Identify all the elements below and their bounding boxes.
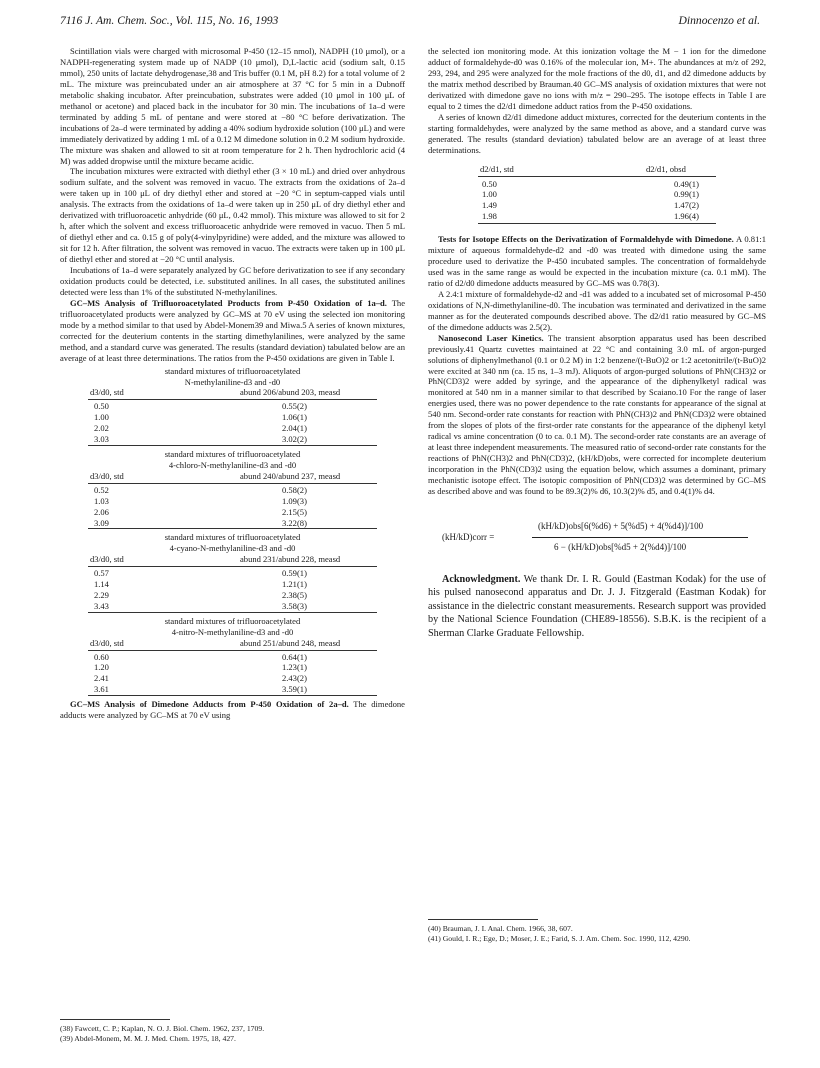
- table-cell-measd: 3.22(8): [282, 517, 307, 528]
- table-title: standard mixtures of trifluoroacetylated: [164, 615, 301, 626]
- table-cell-measd: 2.04(1): [282, 423, 307, 434]
- running-header: [60, 14, 760, 30]
- footnotes-left: [60, 1024, 405, 1044]
- table-row: [60, 485, 405, 496]
- table-cell-obsd: 1.47(2): [674, 200, 699, 211]
- table-row: [60, 412, 405, 423]
- table-row: [60, 423, 405, 434]
- section-heading: GC–MS Analysis of Dimedone Adducts from P-450 Oxidation of 2a–d.: [70, 699, 349, 710]
- paragraph-body: The dimedone adducts were analyzed by GC–MS at 70 eV using: [60, 699, 405, 721]
- table-row: [60, 434, 405, 445]
- left-column: [60, 46, 405, 721]
- table-cell-measd: 1.23(1): [282, 662, 307, 673]
- table-cell-measd: 2.43(2): [282, 673, 307, 684]
- column-header: d3/d0, std: [90, 387, 124, 398]
- table-cell-measd: 3.58(3): [282, 600, 307, 611]
- table-header: [60, 638, 405, 650]
- table-rule: [88, 695, 377, 696]
- table-cell-measd: 0.55(2): [282, 401, 307, 412]
- table-title: 4-nitro-N-methylaniline-d3 and -d0: [171, 626, 294, 637]
- table-row: [60, 673, 405, 684]
- equation-numerator: (kH/kD)obs[6(%d6) + 5(%d5) + 4(%d4)]/100: [538, 520, 704, 531]
- standard-mixture-table: [60, 616, 405, 696]
- table-body: [428, 179, 766, 223]
- table-cell-std: 1.98: [482, 211, 497, 222]
- paragraph-laser-kinetics: [428, 333, 766, 497]
- isotope-correction-equation: [428, 515, 766, 561]
- table-cell-measd: 2.15(5): [282, 506, 307, 517]
- table-row: [60, 507, 405, 518]
- equation-denominator: 6 − (kH/kD)obs[%d5 + 2(%d4)]/100: [554, 541, 687, 552]
- table-cell-std: 3.61: [94, 684, 109, 695]
- table-row: [60, 601, 405, 612]
- table-cell-measd: 0.64(1): [282, 651, 307, 662]
- footnote: (40) Brauman, J. I. Anal. Chem. 1966, 38, 607.: [428, 924, 573, 933]
- header-citation: 7116 J. Am. Chem. Soc., Vol. 115, No. 16, 1993: [60, 14, 279, 27]
- footnote-rule: [428, 919, 538, 920]
- footnotes-right: [428, 924, 766, 944]
- footnote: (39) Abdel-Monem, M. M. J. Med. Chem. 1975, 18, 427.: [60, 1034, 236, 1043]
- table-rule: [88, 445, 377, 446]
- table-cell-std: 0.57: [94, 568, 109, 579]
- table-cell-obsd: 0.99(1): [674, 189, 699, 200]
- table-cell-std: 2.02: [94, 423, 109, 434]
- column-header: abund 240/abund 237, measd: [240, 470, 341, 481]
- footnote: (41) Gould, I. R.; Ege, D.; Moser, J. E.; Farid, S. J. Am. Chem. Soc. 1990, 112, 4290.: [428, 934, 691, 943]
- table-cell-std: 0.60: [94, 651, 109, 662]
- column-header: d3/d0, std: [90, 470, 124, 481]
- column-header: d3/d0, std: [90, 554, 124, 565]
- table-rule: [88, 650, 377, 651]
- table-rule: [88, 612, 377, 613]
- table-header: [60, 387, 405, 399]
- table-cell-measd: 0.59(1): [282, 568, 307, 579]
- table-rule: [88, 566, 377, 567]
- acknowledgment: [428, 573, 766, 640]
- footnote-rule: [60, 1019, 170, 1020]
- table-cell-std: 2.29: [94, 589, 109, 600]
- column-header: abund 231/abund 228, measd: [240, 554, 341, 565]
- table-header: [60, 554, 405, 566]
- table-title: 4-cyano-N-methylaniline-d3 and -d0: [169, 543, 296, 554]
- table-cell-std: 2.41: [94, 673, 109, 684]
- column-header: d2/d1, std: [480, 163, 514, 174]
- standard-mixture-table: [60, 449, 405, 529]
- paragraph-body: A 0.81:1 mixture of aqueous formaldehyde-d2 and -d0 was treated with dimedone using the same procedure used to derivatize the P-450 incubated samples. The concentration of formaldehyde used was in the same range as would be expected in the incubation mixture (ca. 0.1 mM). The ratio of d2/d0 dimedone adducts measured by GC–MS was 0.78(3).: [428, 234, 766, 288]
- table-cell-std: 0.50: [94, 401, 109, 412]
- dimedone-standard-table: [428, 164, 766, 225]
- table-cell-std: 3.03: [94, 434, 109, 445]
- table-row: [428, 200, 766, 211]
- table-cell-std: 0.52: [94, 484, 109, 495]
- table-row: [428, 189, 766, 200]
- table-cell-std: 3.43: [94, 600, 109, 611]
- table-cell-std: 1.03: [94, 495, 109, 506]
- paragraph-body: The transient absorption apparatus used has been described previously.41 Quartz cuvettes maintained at 22 °C and containing 3.0 mL of argon-purged solutions of diphenylmethanol (0.1 or 0.2 M) in 1:2 benzene/(t-BuO)2 or 1:2 acetonitrile/(t-BuO)2 were excited at 340 nm (ca. 15 ns, 1–3 mJ). Aliquots of argon-purged solutions of PhN(CH3)2 or PhN(CD3)2 were added by syringe, and the appearance of the diphenylketyl radical was monitored at 540 nm in a manner similar to that described by Scaiano.10 For the range of laser energies used, there was no power dependence to the rate constants for appearance of the signal at 540 nm. Second-order rate constants for reaction with PhN(CH3)2 and PhN(CD3)2 were obtained from the slopes of plots of the first-order rate constants for the appearance of the diphenyl ketyl radical vs amine concentration (0 to ca. 0.1 M). The second-order rate constants are an average of at least three independent measurements. The measured ratio of second-order rate constants for the reactions of PhN(CH3)2 and PhN(CD3)2, (kH/kD)obs, were corrected for incomplete deuterium incorporation in the PhN(CD3)2 using the equation below, which assumes a dominant, primary mechanistic isotope effect. The isotopic composition of PhN(CD3)2 was determined by GC–MS as described above and was found to be 89.3(2)% d6, 10.3(2)% d5, and 0.4(1)% d4.: [428, 332, 766, 497]
- table-cell-measd: 0.58(2): [282, 484, 307, 495]
- equation-lhs: (kH/kD)corr =: [442, 531, 495, 542]
- table-row: [60, 518, 405, 529]
- column-header: d2/d1, obsd: [646, 163, 686, 174]
- standard-mixture-tables: [60, 366, 405, 697]
- fraction-bar: [532, 537, 748, 538]
- table-cell-std: 3.09: [94, 517, 109, 528]
- table-title: standard mixtures of trifluoroacetylated: [164, 449, 301, 460]
- table-row: [60, 496, 405, 507]
- acknowledgment-heading: Acknowledgment.: [442, 573, 521, 585]
- table-title: standard mixtures of trifluoroacetylated: [164, 365, 301, 376]
- table-cell-measd: 2.38(5): [282, 589, 307, 600]
- standard-mixture-table: [60, 532, 405, 612]
- footnote: (38) Fawcett, C. P.; Kaplan, N. O. J. Biol. Chem. 1962, 237, 1709.: [60, 1024, 265, 1033]
- header-authors: Dinnocenzo et al.: [678, 14, 760, 27]
- section-heading: Nanosecond Laser Kinetics.: [438, 332, 544, 343]
- table-row: [60, 568, 405, 579]
- standard-mixture-table: [60, 366, 405, 446]
- table-title: N-methylaniline-d3 and -d0: [184, 376, 281, 387]
- table-rule: [88, 528, 377, 529]
- table-cell-std: 2.06: [94, 506, 109, 517]
- table-cell-measd: 3.02(2): [282, 434, 307, 445]
- table-cell-measd: 1.06(1): [282, 412, 307, 423]
- table-title: standard mixtures of trifluoroacetylated: [164, 532, 301, 543]
- table-row: [60, 684, 405, 695]
- table-header: [428, 164, 766, 176]
- table-rule: [478, 176, 716, 177]
- paragraph-extraction: The incubation mixtures were extracted with diethyl ether (3 × 10 mL) and dried over anhydrous sodium sulfate, and the solvent was removed in vacuo. The extracts from the oxidations of 2a–d were taken up in 100 μL of dry diethyl ether and stored at −20 °C in septum-capped vials until analysis. The extracts from the oxidations of 1a–d were taken up in 250 μL of dry diethyl ether and derivatized with trifluoroacetic anhydride (60 μL, 0.42 mmol). This mixture was allowed to sit for 2 h, after which the solvent and excess trifluoroacetic anhydride were removed in vacuo. Then 5 mL of diethyl ether and ca. 0.15 g of poly(4-vinylpyridine) were added, and the mixture was allowed to sit for 12 h. After filtration, the solvent was removed in vacuo. The extracts were taken up in 100 μL of diethyl ether and stored at −20 °C until analysis.: [60, 166, 405, 265]
- section-heading: GC–MS Analysis of Trifluoroacetylated Products from P-450 Oxidation of 1a–d.: [70, 297, 387, 308]
- paragraph-ion-monitoring: the selected ion monitoring mode. At this ionization voltage the M − 1 ion for the dimedone adduct of formaldehyde-d0 was 0.16% of the molecular ion, M+. The abundances at m/z of 292, 293, 294, and 295 were analyzed for the mole fractions of the d0, d1, and d2 dimedone adducts by the matrix method described by Brauman.40 GC–MS analysis of oxidation mixtures that were not derivatized with dimedone gave no ions with m/z = 290–295. The isotope effects in Table I are equal to 2 times the d2/d1 dimedone adduct ratios from the P-450 oxidations.: [428, 46, 766, 111]
- table-row: [60, 579, 405, 590]
- paragraph-gcms-trifluoroacetylated: [60, 298, 405, 364]
- table-cell-std: 0.50: [482, 178, 497, 189]
- table-title: 4-chloro-N-methylaniline-d3 and -d0: [168, 459, 297, 470]
- table-header: [60, 471, 405, 483]
- acknowledgment-body: We thank Dr. I. R. Gould (Eastman Kodak) for the use of his pulsed nanosecond apparatus and Dr. J. J. Fitzgerald (Eastman Kodak) for assistance in the dielectric constant measurements. Research support was provided by the National Science Foundation (CHE89-18556). S.B.K. is the recipient of a Sherman Clarke Graduate Fellowship.: [428, 573, 766, 639]
- paragraph-secondary-oxidation: Incubations of 1a–d were separately analyzed by GC before derivatization to see if any secondary oxidation products could be detected, i.e. substituted anilines. In all cases, the substituted anilines detected were less than 1% of the substituted N-methylanilines.: [60, 265, 405, 297]
- table-row: [428, 179, 766, 190]
- table-row: [60, 652, 405, 663]
- right-column: [428, 46, 766, 640]
- paragraph-isotope-tests: [428, 234, 766, 289]
- table-cell-std: 1.20: [94, 662, 109, 673]
- table-cell-std: 1.00: [482, 189, 497, 200]
- table-cell-std: 1.14: [94, 579, 109, 590]
- section-heading: Tests for Isotope Effects on the Derivatization of Formaldehyde with Dimedone.: [438, 234, 734, 245]
- table-cell-obsd: 1.96(4): [674, 211, 699, 222]
- column-header: d3/d0, std: [90, 637, 124, 648]
- table-rule: [88, 483, 377, 484]
- table-cell-std: 1.00: [94, 412, 109, 423]
- paragraph-formaldehyde-mixture: A 2.4:1 mixture of formaldehyde-d2 and -d1 was added to a incubated set of microsomal P-450 oxidations of N,N-dimethylaniline-d0. The incubation was terminated and derivatized in the same manner as for the deuterated compounds described above. The d2/d1 ratio measured by GC–MS of the dimedone adducts was 2.5(2).: [428, 288, 766, 332]
- paragraph-incubation: Scintillation vials were charged with microsomal P-450 (12–15 nmol), NADPH (10 μmol), or a NADPH-regenerating system made up of NADP (10 μmol), D,L-lactic acid (sodium salt, 0.15 mmol), 250 units of lactate dehydrogenase,38 and Tris buffer (0.1 M, pH 8.2) for a total volume of 2 mL. The mixture was preincubated under an air atmosphere at 37 °C for 5 min in a Dubnoff metabolic shaking incubator. After preincubation, substrates were added (10 μmol in 100 μL of methanol or acetone) and placed back in the incubator for 30 min. The incubations of 1a–d were terminated by adding 5 mL of pentane and were stored at −80 °C before derivatization. The incubations of 2a–d were terminated by adding a 40% sodium hydroxide solution (100 μL) and were immediately derivatized by adding 1 mL of a 0.12 M dimedone solution in 0.2 M sodium hydroxide. The mixture was shaken and allowed to sit at room temperature for 2 h. Then hydrochloric acid (4 M) was added dropwise until the mixture became acidic.: [60, 46, 405, 166]
- table-row: [428, 211, 766, 222]
- column-header: abund 206/abund 203, measd: [240, 387, 341, 398]
- paragraph-body: The trifluoroacetylated products were analyzed by GC–MS at 70 eV using the selected ion monitoring mode by a method similar to that used by Abdel-Monem39 and Miwa.5 A series of known mixtures, corrected for the deuterium contents in the starting dimethylanilines, were analyzed by the same method, and a standard curve was generated. The results (standard deviation) tabulated below are an average of at least three determinations. The ratios from the P-450 oxidations are given in Table I.: [60, 297, 405, 363]
- table-cell-obsd: 0.49(1): [674, 178, 699, 189]
- table-rule: [88, 399, 377, 400]
- table-cell-std: 1.49: [482, 200, 497, 211]
- table-row: [60, 662, 405, 673]
- table-rule: [478, 223, 716, 224]
- table-row: [60, 590, 405, 601]
- table-row: [60, 401, 405, 412]
- table-cell-measd: 1.09(3): [282, 495, 307, 506]
- table-cell-measd: 1.21(1): [282, 579, 307, 590]
- paragraph-gcms-dimedone: [60, 699, 405, 721]
- column-header: abund 251/abund 248, measd: [240, 637, 341, 648]
- table-cell-measd: 3.59(1): [282, 684, 307, 695]
- paragraph-dimedone-standards: A series of known d2/d1 dimedone adduct mixtures, corrected for the deuterium contents in the starting formaldehydes, were analyzed by the same method as above, and a standard curve was generated. The results (standard deviation) tabulated below are an average of at least three determinations.: [428, 111, 766, 155]
